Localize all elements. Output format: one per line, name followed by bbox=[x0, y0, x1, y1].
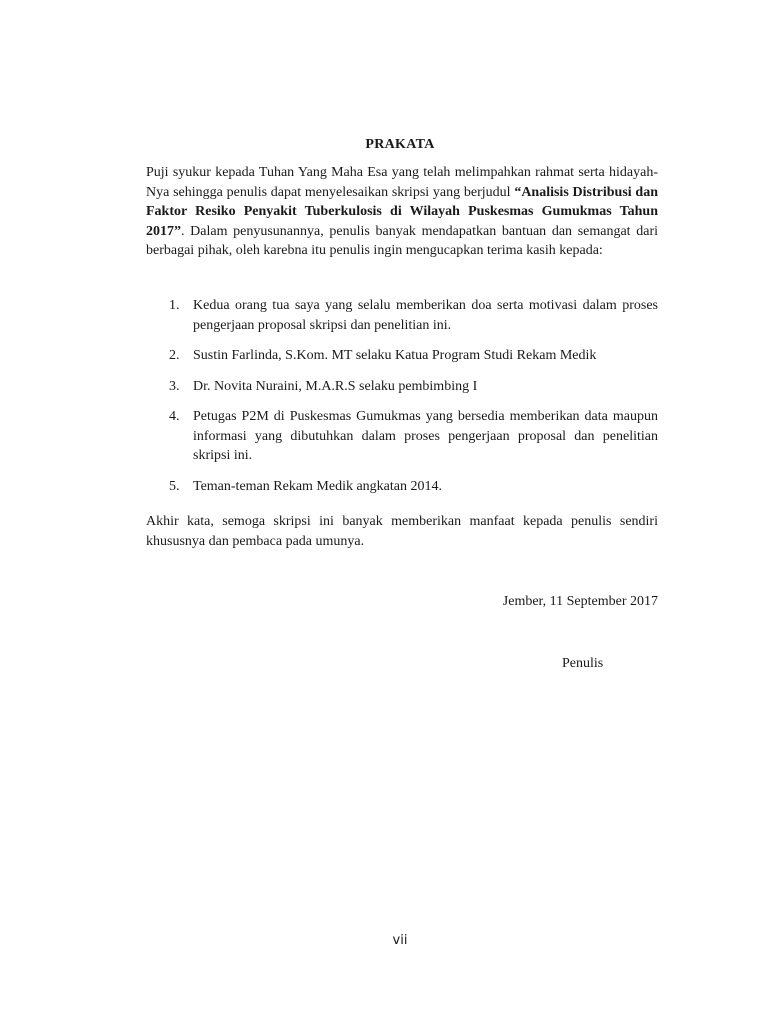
list-item-text: Teman-teman Rekam Medik angkatan 2014. bbox=[193, 478, 442, 494]
closing-paragraph: Akhir kata, semoga skripsi ini banyak memberikan manfaat kepada penulis sendiri khususnya dan pembaca pada umunya. bbox=[146, 514, 658, 549]
thesis-title: “Analisis Distribusi dan Faktor Resiko Penyakit Tuberkulosis di Wilayah Puskesmas Gumukmas Tahun 2017” bbox=[146, 184, 658, 239]
list-item-number: 5. bbox=[169, 478, 180, 494]
list-item-text: Kedua orang tua saya yang selalu memberikan doa serta motivasi dalam proses pengerjaan proposal skripsi dan penelitian ini. bbox=[193, 298, 658, 333]
intro-paragraph bbox=[146, 163, 658, 261]
page-title: PRAKATA bbox=[365, 137, 435, 152]
list-item-text: Dr. Novita Nuraini, M.A.R.S selaku pembimbing I bbox=[193, 378, 478, 394]
intro-text-start: Puji syukur kepada Tuhan Yang Maha Esa yang telah melimpahkan rahmat serta hidayah-Nya sehingga penulis dapat menyelesaikan skripsi yang berjudul bbox=[146, 165, 658, 200]
list-item bbox=[146, 346, 658, 366]
list-item-number: 1. bbox=[169, 298, 180, 313]
list-item-text: Sustin Farlinda, S.Kom. MT selaku Katua Program Studi Rekam Medik bbox=[193, 348, 597, 363]
list-item-number: 4. bbox=[169, 409, 180, 424]
list-item bbox=[146, 377, 658, 397]
list-item-number: 3. bbox=[169, 378, 180, 394]
list-item-number: 2. bbox=[169, 348, 180, 363]
list-item-text: Petugas P2M di Puskesmas Gumukmas yang bersedia memberikan data maupun informasi yang dibutuhkan dalam proses pengerjaan proposal dan penelitian skripsi ini. bbox=[193, 409, 658, 463]
acknowledgement-list bbox=[146, 296, 658, 507]
place-date: Jember, 11 September 2017 bbox=[502, 594, 658, 609]
list-item bbox=[146, 296, 658, 335]
intro-text-end: . Dalam penyusunannya, penulis banyak mendapatkan bantuan dan semangat dari berbagai pihak, oleh karebna itu penulis ingin mengucapkan terima kasih kepada: bbox=[146, 223, 658, 258]
list-item bbox=[146, 477, 658, 497]
signer-label: Penulis bbox=[562, 656, 604, 671]
page-number: vii bbox=[392, 933, 408, 948]
list-item bbox=[146, 407, 658, 466]
